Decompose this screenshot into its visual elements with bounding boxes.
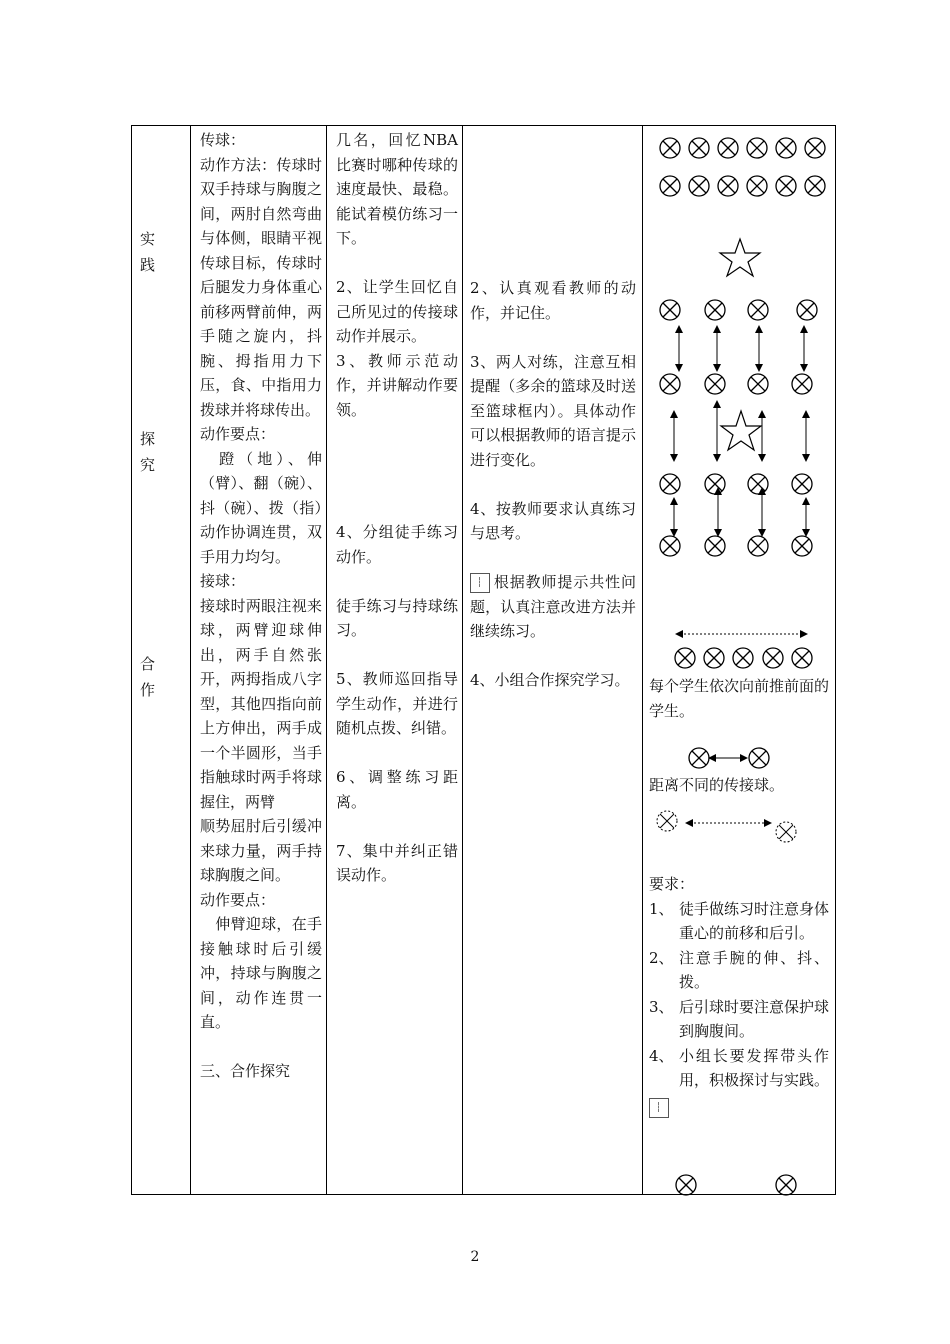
student-step-text: 根据教师提示共性问题，认真注意改进方法并继续练习。 bbox=[470, 573, 636, 640]
content-line: 接球时两眼注视来球，两臂迎球伸出，两手自然张开，两拇指成八字型，其他四指向前上方伸出，两手成一个半圆形，当手指触球时两手将球握住，两臂 bbox=[200, 596, 322, 811]
student-step bbox=[470, 570, 636, 644]
requirement-text: 徒手做练习时注意身体重心的前移和后引。 bbox=[679, 899, 830, 942]
requirement-item bbox=[649, 946, 829, 995]
student-step: 4、小组合作探究学习。 bbox=[470, 671, 630, 689]
student-step: 4、按教师要求认真练习与思考。 bbox=[470, 499, 636, 542]
image-placeholder-icon bbox=[649, 1098, 669, 1118]
row-two-students bbox=[660, 176, 825, 196]
content-line: 动作要点： bbox=[200, 890, 276, 909]
teacher-step: 几名，回忆NBA比赛时哪种传球的速度最快、最稳。能试着模仿练习一下。 bbox=[336, 131, 458, 247]
content-line: 顺势屈肘后引缓冲来球力量，两手持球胸腹之间。 bbox=[200, 817, 322, 884]
requirement-number: 1、 bbox=[649, 899, 674, 918]
requirements-title: 要求： bbox=[649, 875, 695, 893]
teacher-step: 3、教师示范动作，并讲解动作要领。 bbox=[336, 351, 458, 419]
student-activity-column bbox=[470, 276, 636, 693]
stage-label-explore: 探 究 bbox=[140, 430, 156, 474]
teacher-activity-column bbox=[336, 128, 458, 888]
content-line: 蹬（地）、伸（臂）、翻（碗）、抖（碗）、拨（指）动作协调连贯，双手用力均匀。 bbox=[200, 449, 322, 566]
content-line: 伸臂迎球，在手接触球时后引缓冲，持球与胸腹之间，动作连贯一直。 bbox=[200, 915, 322, 1031]
requirement-text: 小组长要发挥带头作用，积极探讨与实践。 bbox=[679, 1046, 830, 1089]
page-number: 2 bbox=[470, 1249, 480, 1265]
teacher-step: 5、教师巡回指导学生动作，并进行随机点拨、纠错。 bbox=[336, 670, 458, 737]
content-line: 动作方法：传球时双手持球与胸腹之间，两肘自然弯曲与体侧，眼睛平视传球目标，传球时后腿发力身体重心前移两臂前伸，两手随之旋内，抖腕、拇指用力下压，食、中指用力拨球并将球传出。 bbox=[200, 155, 322, 419]
requirement-item bbox=[649, 1044, 829, 1093]
image-placeholder-icon bbox=[470, 573, 490, 593]
teacher-step: 2、让学生回忆自己所见过的传接球动作并展示。 bbox=[336, 278, 458, 345]
requirement-item bbox=[649, 897, 829, 946]
teacher-step: 6、调整练习距离。 bbox=[336, 768, 458, 811]
requirement-number: 3、 bbox=[649, 997, 674, 1016]
teaching-content-column bbox=[200, 128, 322, 1084]
column-divider bbox=[326, 126, 327, 1194]
row-one-students bbox=[660, 138, 825, 158]
content-line: 传球： bbox=[200, 131, 246, 149]
stage-label-cooperate: 合 作 bbox=[140, 655, 156, 699]
stage-label-practice: 实 践 bbox=[140, 230, 156, 274]
diagram-caption: 每个学生依次向前推前面的学生。 bbox=[649, 677, 830, 720]
teacher-step: 徒手练习与持球练习。 bbox=[336, 596, 458, 639]
column-divider bbox=[462, 126, 463, 1194]
content-line: 接球： bbox=[200, 572, 246, 590]
requirement-number: 2、 bbox=[649, 948, 674, 967]
requirements-list bbox=[649, 872, 829, 1118]
column-divider bbox=[642, 126, 643, 1194]
content-line: 动作要点： bbox=[200, 425, 276, 443]
teacher-step: 4、分组徒手练习动作。 bbox=[336, 523, 458, 566]
column-divider bbox=[190, 126, 191, 1194]
diagram-caption: 距离不同的传接球。 bbox=[649, 776, 785, 794]
requirement-text: 注意手腕的伸、抖、拨。 bbox=[679, 948, 829, 991]
student-step: 2、认真观看教师的动作，并记住。 bbox=[470, 279, 636, 322]
student-step: 3、两人对练，注意互相提醒（多余的篮球及时送至篮球框内）。具体动作可以根据教师的语言提示进行变化。 bbox=[470, 352, 636, 469]
teacher-star-icon bbox=[720, 239, 760, 276]
requirement-number: 4、 bbox=[649, 1046, 674, 1065]
content-line: 三、合作探究 bbox=[200, 1062, 291, 1080]
teacher-step: 7、集中并纠正错误动作。 bbox=[336, 841, 458, 884]
lesson-plan-table bbox=[131, 125, 836, 1195]
requirement-text: 后引球时要注意保护球到胸腹间。 bbox=[679, 997, 830, 1040]
requirement-item bbox=[649, 995, 829, 1044]
